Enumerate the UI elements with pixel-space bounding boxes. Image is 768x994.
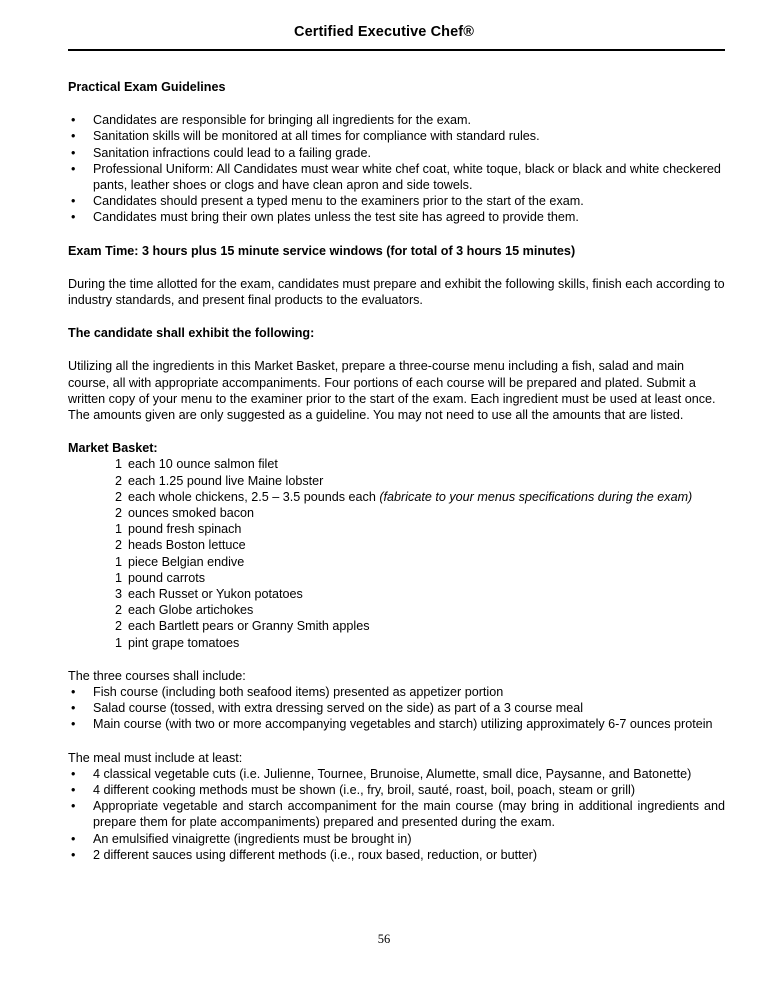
market-basket-item-quantity: 1 bbox=[115, 522, 123, 537]
page-title: Certified Executive Chef® bbox=[294, 24, 474, 40]
guideline-item bbox=[68, 193, 725, 209]
meal-requirement-item bbox=[68, 847, 725, 863]
market-basket-item-description: each Bartlett pears or Granny Smith apples bbox=[128, 619, 370, 634]
guideline-item bbox=[68, 161, 725, 193]
market-basket-item bbox=[115, 456, 725, 472]
market-basket-item-description: heads Boston lettuce bbox=[128, 538, 246, 553]
meal-requirement-item-text: 2 different sauces using different methods (i.e., roux based, reduction, or butter) bbox=[93, 847, 538, 862]
market-basket-item-description: each 1.25 pound live Maine lobster bbox=[128, 473, 324, 488]
document-body bbox=[68, 51, 725, 863]
guideline-item-text: Candidates should present a typed menu to the examiners prior to the start of the exam. bbox=[93, 194, 584, 209]
three-courses-intro: The three courses shall include: bbox=[68, 668, 246, 683]
page-number: 56 bbox=[377, 932, 391, 946]
bullet-icon: • bbox=[71, 783, 76, 798]
market-basket-item-description: each whole chickens, 2.5 – 3.5 pounds each bbox=[128, 489, 380, 504]
exam-time-heading: Exam Time: 3 hours plus 15 minute service windows (for total of 3 hours 15 minutes) bbox=[68, 243, 576, 258]
course-item-text: Main course (with two or more accompanying vegetables and starch) utilizing approximately 6-7 ounces protein bbox=[93, 717, 713, 732]
market-basket-item-quantity: 2 bbox=[115, 506, 123, 520]
market-basket-item-quantity: 2 bbox=[115, 603, 123, 618]
meal-requirement-item-text: 4 classical vegetable cuts (i.e. Julienne, Tournee, Brunoise, Alumette, small dice, Paysanne, and Batonette) bbox=[93, 766, 692, 781]
spacer bbox=[68, 259, 725, 276]
market-basket-item bbox=[115, 537, 725, 553]
bullet-icon: • bbox=[71, 210, 76, 225]
spacer bbox=[68, 95, 725, 112]
market-basket-item-description: pint grape tomatoes bbox=[128, 635, 240, 650]
guideline-item-text: Candidates must bring their own plates unless the test site has agreed to provide them. bbox=[93, 210, 579, 225]
guideline-item-text: Sanitation infractions could lead to a failing grade. bbox=[93, 145, 371, 160]
spacer bbox=[68, 308, 725, 325]
meal-requirements-intro: The meal must include at least: bbox=[68, 750, 243, 765]
market-basket-item bbox=[115, 635, 725, 651]
candidate-exhibit-heading: The candidate shall exhibit the following: bbox=[68, 326, 315, 341]
course-item bbox=[68, 684, 725, 700]
market-basket-item-description: each Globe artichokes bbox=[128, 603, 254, 618]
practical-exam-guidelines-heading: Practical Exam Guidelines bbox=[68, 79, 226, 94]
bullet-icon: • bbox=[71, 701, 76, 716]
market-basket-item bbox=[115, 505, 725, 521]
bullet-icon: • bbox=[71, 194, 76, 209]
course-item bbox=[68, 716, 725, 732]
guideline-item-text: Sanitation skills will be monitored at all times for compliance with standard rules. bbox=[93, 129, 540, 144]
course-item bbox=[68, 700, 725, 716]
spacer bbox=[68, 226, 725, 243]
meal-requirement-item-text: An emulsified vinaigrette (ingredients must be brought in) bbox=[93, 831, 412, 846]
bullet-icon: • bbox=[71, 145, 76, 160]
market-basket-item bbox=[115, 618, 725, 634]
guideline-item-text: Candidates are responsible for bringing all ingredients for the exam. bbox=[93, 113, 472, 128]
exam-time-paragraph: During the time allotted for the exam, candidates must prepare and exhibit the following skills, finish each according to industry standards, and present final products to the evaluators. bbox=[68, 276, 725, 307]
market-basket-item-description: ounces smoked bacon bbox=[128, 506, 255, 520]
market-basket-heading: Market Basket: bbox=[68, 441, 158, 456]
meal-requirement-item bbox=[68, 782, 725, 798]
market-basket-item-description: pound fresh spinach bbox=[128, 522, 242, 537]
bullet-icon: • bbox=[71, 129, 76, 144]
market-basket-item-quantity: 2 bbox=[115, 489, 123, 504]
market-basket-item-description: pound carrots bbox=[128, 570, 206, 585]
market-basket-item bbox=[115, 473, 725, 489]
meal-requirement-item bbox=[68, 766, 725, 782]
meal-requirement-item-text: Appropriate vegetable and starch accompaniment for the main course (may bring in additional ingredients and prepare them for plate accompaniments) prepared and presented during the exam. bbox=[93, 799, 725, 830]
bullet-icon: • bbox=[71, 831, 76, 846]
meal-requirement-item-text: 4 different cooking methods must be shown (i.e., fry, broil, sauté, roast, boil, poach, steam or grill) bbox=[93, 783, 636, 798]
spacer bbox=[68, 341, 725, 358]
bullet-icon: • bbox=[71, 685, 76, 700]
three-courses-list bbox=[68, 684, 725, 733]
market-basket-item bbox=[115, 570, 725, 586]
spacer bbox=[68, 733, 725, 750]
market-basket-item bbox=[115, 586, 725, 602]
meal-requirement-item bbox=[68, 831, 725, 847]
market-basket-item-quantity: 2 bbox=[115, 619, 123, 634]
meal-requirements-list bbox=[68, 766, 725, 863]
bullet-icon: • bbox=[71, 847, 76, 862]
market-basket-item-quantity: 1 bbox=[115, 554, 123, 569]
bullet-icon: • bbox=[71, 766, 76, 781]
spacer bbox=[68, 423, 725, 440]
spacer bbox=[68, 651, 725, 668]
bullet-icon: • bbox=[71, 161, 76, 176]
market-basket-item-quantity: 2 bbox=[115, 473, 123, 488]
market-basket-item-quantity: 3 bbox=[115, 587, 123, 602]
page-header bbox=[0, 0, 768, 51]
guideline-item bbox=[68, 112, 725, 128]
practical-exam-guidelines-list bbox=[68, 112, 725, 225]
market-basket-item bbox=[115, 602, 725, 618]
market-basket-item-quantity: 1 bbox=[115, 635, 123, 650]
guideline-item bbox=[68, 145, 725, 161]
market-basket-item-quantity: 1 bbox=[115, 457, 123, 472]
course-item-text: Fish course (including both seafood items) presented as appetizer portion bbox=[93, 685, 504, 700]
meal-requirement-item bbox=[68, 798, 725, 830]
guideline-item bbox=[68, 128, 725, 144]
bullet-icon: • bbox=[71, 717, 76, 732]
guideline-item-text: Professional Uniform: All Candidates must wear white chef coat, white toque, black or black and white checkered pants, leather shoes or clogs and have clean apron and side towels. bbox=[93, 161, 721, 192]
market-basket-item-quantity: 2 bbox=[115, 538, 123, 553]
candidate-exhibit-paragraph: Utilizing all the ingredients in this Market Basket, prepare a three-course menu including a fish, salad and main course, all with appropriate accompaniments. Four portions of each course will be prepared and plated. Submit a written copy of your menu to the examiner prior to the start of the exam. Each ingredient must be used at least once. The amounts given are only suggested as a guideline. You may not need to use all the amounts that are listed. bbox=[68, 359, 716, 422]
bullet-icon: • bbox=[71, 799, 76, 814]
market-basket-item-description: each Russet or Yukon potatoes bbox=[128, 587, 303, 602]
market-basket-item bbox=[115, 554, 725, 570]
market-basket-item-description: piece Belgian endive bbox=[128, 554, 245, 569]
market-basket-list bbox=[68, 456, 725, 650]
market-basket-item bbox=[115, 489, 725, 505]
bullet-icon: • bbox=[71, 113, 76, 128]
market-basket-item-quantity: 1 bbox=[115, 570, 123, 585]
market-basket-item-note: (fabricate to your menus specifications during the exam) bbox=[379, 489, 693, 504]
market-basket-item-description: each 10 ounce salmon filet bbox=[128, 457, 278, 472]
guideline-item bbox=[68, 209, 725, 225]
course-item-text: Salad course (tossed, with extra dressing served on the side) as part of a 3 course meal bbox=[93, 701, 584, 716]
market-basket-item bbox=[115, 521, 725, 537]
